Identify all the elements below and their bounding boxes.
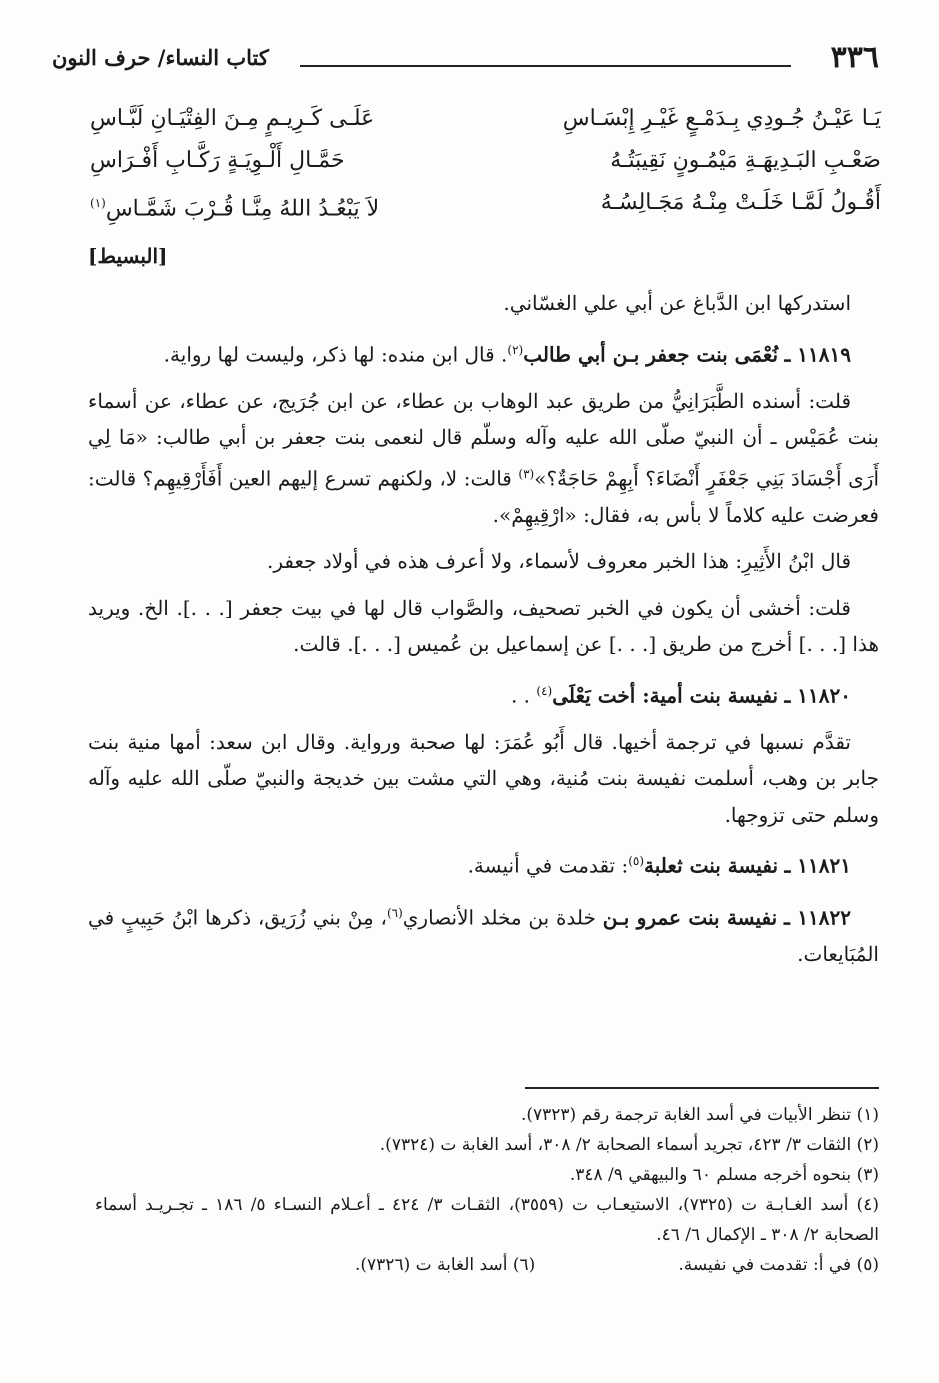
entry-11821 [88,843,879,884]
verse-3-second-text: لاَ يَبْعُـدُ اللهُ مِنَّـا قُـرْبَ شَمَّـاسِ [105,196,380,222]
footnote-ref-3: (٣) [518,466,535,481]
paragraph-ibn-athir: قال ابْنُ الأَثِيرِ: هذا الخبر معروف لأسماء، ولا أعرف هذه في أولاد جعفر. [267,549,851,574]
entry-name: نفيسة بنت ثعلبة [644,854,779,879]
footnotes [95,1100,879,1280]
footnote-ref-2: (٢) [507,342,524,357]
poem [90,100,881,250]
poem-meter: [البسيط] [88,244,168,268]
page-number: ٣٣٦ [830,40,879,75]
entry-name: نفيسة بنت عمرو بـن [602,905,778,930]
entry-11820 [88,673,879,714]
paragraph-istidrak: استدركها ابن الدَّباغ عن أبي علي الغسّاني. [503,291,851,315]
paragraph-text: قلت: أسنده الطَّبَرَانِيُّ من طريق عبد الوهاب بن عطاء، عن ابن جُرَيج، عن عطاء، عن أسماء بنت عُمَيْس ـ أن النبيّ صلّى الله عليه وآله وسلّم قال لنعمى بنت جعفر بن أبي طالب: «مَا لِي أَرَى أَجْسَادَ بَنِي جَعْفَرٍ أَنْضَاءَ؟ أَبِهِمْ حَاجَةٌ؟» [88,388,879,491]
verse-3 [90,184,881,222]
entry-name: نفيسة بنت أمية: أخت يَعْلَى [552,683,779,708]
entry-text: . قال ابن منده: لها ذكر، وليست لها رواية. [163,342,508,367]
footnote-ref-6: (٦) [386,905,403,920]
verse-1 [90,100,881,138]
footnote-6: (٦) أسد الغابة ت (٧٣٢٦). [355,1255,536,1275]
verse-3-second-hemistich [90,184,379,228]
footnote-separator [525,1087,879,1089]
body-text [88,285,879,982]
paragraph-tashif: قلت: أخشى أن يكون في الخبر تصحيف، والصَّواب قال لها في بيت جعفر [. . .]. الخ. ويريد هذا [. . .] أخرج من طريق [. . .] عن إسماعيل بن عُميس [. . .]. قالت. [88,595,879,657]
footnote-2: (٢) الثقات ٣/ ٤٢٣، تجريد أسماء الصحابة ٢/ ٣٠٨، أسد الغابة ت (٧٣٢٤). [379,1135,879,1155]
paragraph-text-cont: قالت: لا، ولكنهم تسرع إليهم العين أَفَأَرْقِيهِم؟ قالت: فعرضت عليه كلاماً لا بأس به، فقال: «ارْقِيهِمْ». [88,466,879,527]
entry-number: ١١٨١٩ ـ [784,342,851,367]
entry-number: ١١٨٢٢ ـ [784,905,852,930]
paragraph-tabarani [88,383,879,534]
entry-number: ١١٨٢١ ـ [784,854,851,879]
running-title: كتاب النساء/ حرف النون [52,45,269,70]
entry-text-cont: ، مِنْ بني زُرَيق، ذكرها ابْنُ حَبِيبٍ في المُبَايعات. [88,905,879,966]
entry-number: ١١٨٢٠ ـ [784,683,851,708]
entry-text: . . [510,683,537,708]
entry-text: خلدة بن مخلد الأنصاري [402,905,603,930]
footnote-1: (١) تنظر الأبيات في أسد الغابة ترجمة رقم (٧٣٢٣). [520,1105,879,1125]
entry-11819 [88,332,879,373]
footnote-5: (٥) في أ: تقدمت في نفيسة. [678,1255,879,1275]
page-header [52,38,879,78]
verse-3-first-hemistich: أَقُـولُ لَمَّـا خَلَـتْ مِنْـهُ مَجَـالِسُـهُ [600,190,881,215]
footnote-4: (٤) أسد الغـابـة ت (٧٣٢٥)، الاستيعـاب ت (٣٥٥٩)، الثقـات ٣/ ٤٢٤ ـ أعـلام النسـاء ٥/ ١٨٦ ـ تجـريـد أسماء الصحابة ٢/ ٣٠٨ ـ الإكمال ٦/ ٤٦. [95,1195,879,1245]
verse-2 [90,142,881,180]
footnote-ref-5: (٥) [628,854,645,869]
verse-1-first-hemistich: يَـا عَيْـنُ جُـودِي بِـدَمْـعٍ غَيْـرِ إِبْسَـاسِ [562,106,881,131]
footnote-ref-1: (١) [90,196,106,210]
footnote-ref-4: (٤) [536,683,553,698]
header-rule [300,65,791,67]
entry-text: : تقدمت في أنيسة. [467,854,629,879]
entry-name: نُعْمَى بنت جعفر بـن أبي طالب [523,342,779,367]
entry-11822 [88,895,879,973]
footnote-3: (٣) بنحوه أخرجه مسلم ٦٠ والبيهقي ٩/ ٣٤٨. [569,1165,879,1185]
verse-2-first-hemistich: صَعْـبِ البَـدِيهَـةِ مَيْمُـونٍ نَقِيبَتُـهُ [610,148,881,173]
verse-1-second-hemistich: عَلَـى كَـرِيـمٍ مِـنَ الفِتْيَـانِ لَبَّـاسِ [90,106,375,131]
paragraph-nasab: تقدَّم نسبها في ترجمة أخيها. قال أَبُو عُمَرَ: لها صحبة ورواية. وقال ابن سعد: أمها منية بنت جابر بن وهب، أسلمت نفيسة بنت مُنية، وهي التي مشت بين خديجة والنبيّ صلّى الله عليه وآله وسلم حتى تزوجها. [88,729,879,827]
verse-2-second-hemistich: حَمَّـالِ أَلْـوِيَـةٍ رَكَّـابِ أَفْـرَاسِ [90,148,345,173]
footnote-row-5-6 [95,1250,879,1280]
